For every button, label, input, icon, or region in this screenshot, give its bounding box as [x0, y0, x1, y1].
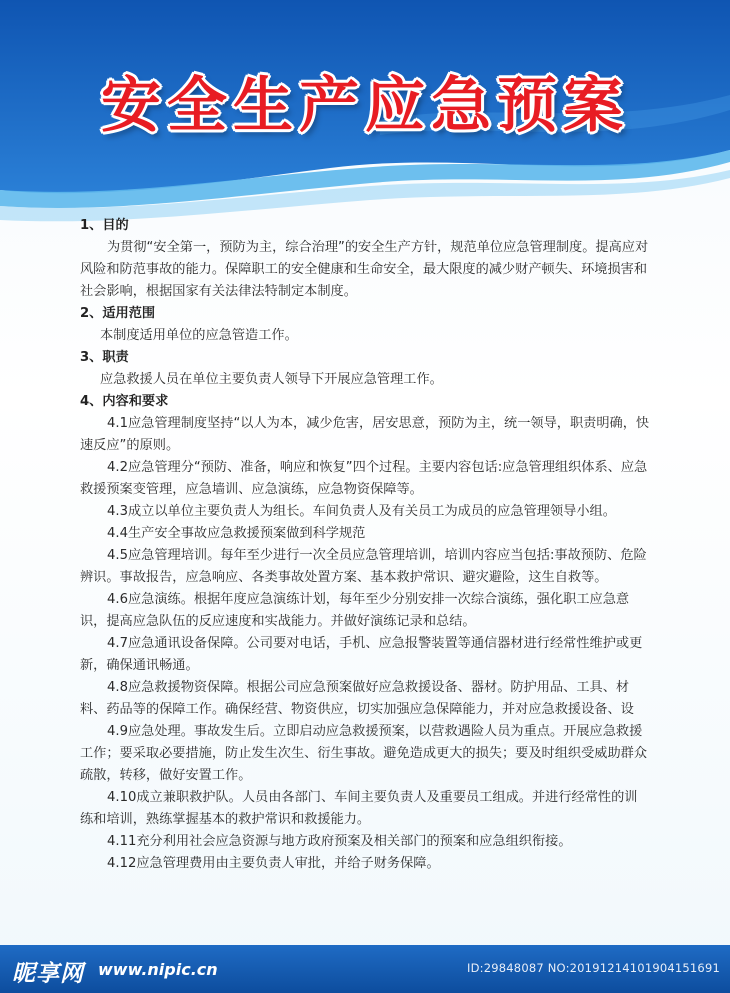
list-item: 4.8应急救援物资保障。根据公司应急预案做好应急救援设备、器材。防护用品、工具、材料、药品等的保障工作。确保经营、物资供应，切实加强应急保障能力，并对应急救援设备、设	[80, 680, 634, 717]
list-item: 4.11充分利用社会应急资源与地方政府预案及相关部门的预案和应急组织衔接。	[107, 834, 572, 849]
list-item: 4.4生产安全事故应急救援预案做到科学规范	[107, 526, 366, 541]
watermark-footer	[0, 945, 730, 993]
section-heading: 3、职责	[80, 350, 129, 365]
list-item: 4.2应急管理分“预防、准备，响应和恢复”四个过程。主要内容包话:应急管理组织体系、应急救援预案变管理，应急墙训、应急演练，应急物资保障等。	[80, 460, 648, 497]
list-item: 4.9应急处理。事故发生后。立即启动应急救援预案，以营救遇险人员为重点。开展应急救援工作；要采取必要措施，防止发生次生、衍生事故。避免造成更大的损失；要及时组织受威助群众疏散，转移，做好安置工作。	[80, 724, 648, 783]
list-item: 4.12应急管理费用由主要负责人审批，并给子财务保障。	[107, 856, 440, 871]
watermark-logo: 昵享网	[12, 961, 84, 987]
list-item: 4.6应急演练。根据年度应急演练计划，每年至少分别安排一次综合演练，强化职工应急意识，提高应急队伍的反应速度和实战能力。并做好演练记录和总结。	[80, 592, 630, 629]
section-paragraph: 为贯彻“安全第一，预防为主，综合治理”的安全生产方针，规范单位应急管理制度。提高应对风险和防范事故的能力。保障职工的安全健康和生命安全，最大限度的减少财产顿失、环境损害和社会影响，根据国家有关法律法特制定本制度。	[80, 240, 649, 299]
section-heading: 1、目的	[80, 218, 129, 233]
section-paragraph: 本制度适用单位的应急管造工作。	[100, 328, 298, 343]
watermark-id: ID:29848087 NO:20191214101904151691	[467, 961, 720, 975]
section-heading: 2、适用范围	[80, 306, 156, 321]
section-heading: 4、内容和要求	[80, 394, 169, 409]
list-item: 4.3成立以单位主要负责人为组长。车间负责人及有关员工为成员的应急管理领导小组。	[107, 504, 616, 519]
list-item: 4.7应急通讯设备保障。公司要对电话，手机、应急报警装置等通信器材进行经常性维护或更新，确保通讯畅通。	[80, 636, 643, 673]
content-body	[80, 215, 650, 875]
list-item: 4.10成立兼职救护队。人员由各部门、车间主要负责人及重要员工组成。并进行经常性的训练和培训，熟练掌握基本的救护常识和救援能力。	[80, 790, 638, 827]
section-paragraph: 应急救援人员在单位主要负责人领导下开展应急管理工作。	[100, 372, 443, 387]
watermark-url: www.nipic.cn	[98, 960, 218, 979]
list-item: 4.5应急管理培训。每年至少进行一次全员应急管理培训，培训内容应当包括:事故预防、危险辨识。事故报告，应急响应、各类事故处置方案、基本救护常识、避灾避险，这生自救等。	[80, 548, 647, 585]
list-item: 4.1应急管理制度坚持“以人为本，减少危害，居安思意，预防为主，统一领导，职责明确，快速反应”的原则。	[80, 416, 650, 453]
poster-title: 安全生产应急预案	[101, 71, 629, 141]
